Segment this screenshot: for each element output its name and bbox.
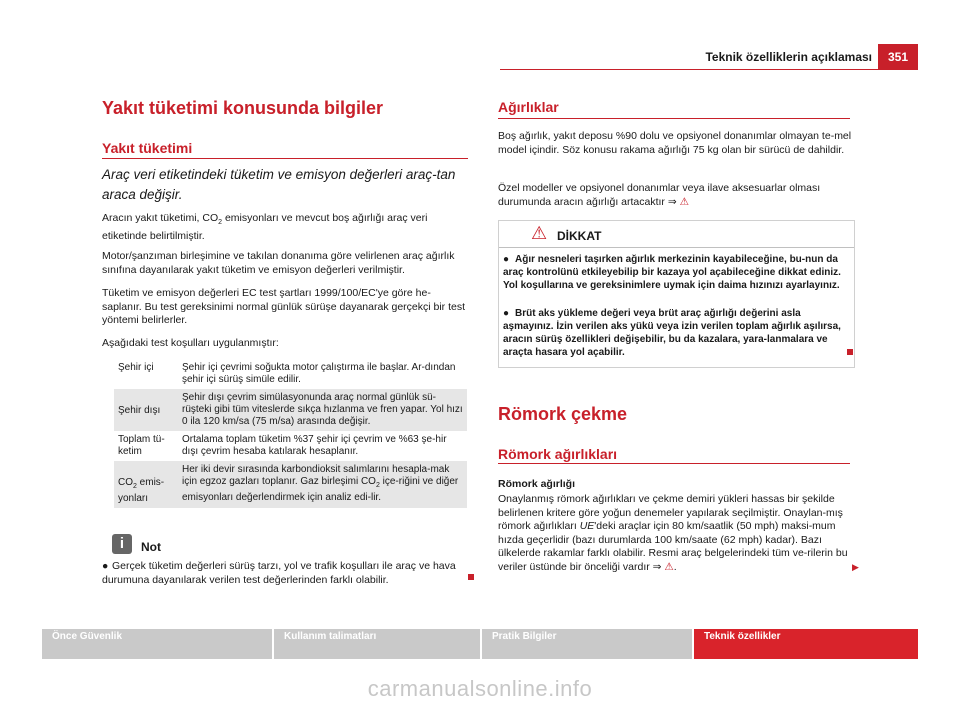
note-text: ● Gerçek tüketim değerleri sürüş tarzı, yol ve trafik koşulları ile araç ve hava durumuna dayanılarak verilen test değerlerinden farklı olabilir. — [102, 560, 456, 586]
paragraph-weight-increase: Özel modeller ve opsiyonel donanımlar veya ilave aksesuarlar olması durumunda aracın ağırlığı artacaktır ⇒ ⚠ — [498, 182, 821, 208]
footer-tab-practical[interactable]: Pratik Bilgiler — [482, 629, 692, 659]
warning-title: DİKKAT — [557, 229, 602, 243]
table-row — [114, 359, 467, 389]
header-rule — [500, 69, 878, 70]
paragraph-applied-conditions: Aşağıdaki test koşulları uygulanmıştır: — [102, 337, 279, 349]
paragraph-test-conditions: Tüketim ve emisyon değerleri EC test şartları 1999/100/EC'ye göre he-saplanır. Bu test gereksinimi normal günlük sürüşe dayanarak gerçekçi bir test yöntemi belirlerler. — [102, 287, 466, 326]
footer-tab-safety[interactable]: Önce Güvenlik — [42, 629, 272, 659]
warning-header — [499, 221, 854, 248]
trailer-weight-label: Römork ağırlığı — [498, 478, 576, 490]
heading-rule — [102, 158, 468, 159]
warning-triangle-icon: ⚠ — [531, 223, 548, 243]
sub-heading-trailer-weights: Römork ağırlıkları — [498, 446, 618, 462]
continue-arrow-icon: ▶ — [852, 562, 859, 572]
table-key: $CO_2$ emis-yonları — [114, 461, 178, 508]
table-key: Şehir dışı — [114, 389, 178, 431]
warning-triangle-icon: ⚠ — [679, 195, 689, 208]
footer-tab-operation[interactable]: Kullanım talimatları — [274, 629, 480, 659]
table-value: Ortalama toplam tüketim %37 şehir içi çevrim ve %63 şe-hir dışı çevrim hesaba katılarak hesaplanır. — [182, 434, 447, 457]
paragraph-trailer-weights: Onaylanmış römork ağırlıkları ve çekme demiri yükleri hassas bir şekilde belirlenen kritere göre yoğun denemeler yapılarak seçilmiştir. Onaylan-mış römork ağırlıkları UE'deki araçlar için 80 km/saatlik (50 mph) maksi-mum hızda geçerlidir (bazı durumlarda 100 km/saate (62 mph) kadar). Bazı ülkelerde rakamlar farklı olabilir. Resmi araç belgelerindeki tüm ve-rilerin bu veriler üstünde bir önceliği vardır ⇒ ⚠. — [498, 493, 848, 573]
warning-triangle-icon: ⚠ — [664, 560, 674, 573]
table-value: Her iki devir sırasında karbondioksit salımlarını hesapla-mak için egzoz gazları toplanır. Gaz birleşimi $CO_2$ içe-riğini ve diğer emisyonları değerlendirmek için analiz edi-lir. — [178, 461, 467, 508]
test-conditions-table — [114, 359, 467, 508]
table-value: Şehir dışı çevrim simülasyonunda araç normal günlük sü-rüşteki gibi tüm viteslerde sıkça hızlanma ve fren yapar. Yol hızı 0 ila 120 km/sa (75 m/sa) arasında değişir. — [178, 389, 467, 431]
table-row — [114, 461, 467, 508]
paragraph-curb-weight: Boş ağırlık, yakıt deposu %90 dolu ve opsiyonel donanımlar olmayan te-mel model içindir. Söz konusu rakama ağırlığı 75 kg olan bir sürücü de dahildir. — [498, 130, 852, 156]
sub-heading-fuel-consumption: Yakıt tüketimi — [102, 140, 193, 156]
table-key: Şehir içi — [118, 362, 154, 373]
paragraph-weight-class: Motor/şanzıman birleşimine ve takılan donanıma göre velirlenen araç ağırlık sınıfına dayanılarak yakıt tüketim ve emisyon değerleri verilmiştir. — [102, 250, 455, 276]
table-row — [114, 389, 467, 431]
note-label: Not — [141, 540, 161, 554]
section-heading-towing: Römork çekme — [498, 404, 628, 424]
table-row — [114, 431, 467, 461]
table-key: Toplam tü-ketim — [118, 434, 165, 457]
intro-text: Araç veri etiketindeki tüketim ve emisyon değerleri araç-tan araca değişir. — [102, 167, 456, 202]
watermark: carmanualsonline.info — [367, 676, 593, 701]
warning-item-1: ● Ağır nesneleri taşırken ağırlık merkezinin kayabileceğine, bu-nun da araç kontrolünü etkileyebilip bir kazaya yol açabileceğine dikkat ediniz. Yol koşullarına ve gereksinimlere uymak için daima hızınızı ayarlayınız. — [503, 254, 841, 291]
section-heading-weights: Ağırlıklar — [498, 99, 559, 115]
warning-item-2: ● Brüt aks yükleme değeri veya brüt araç ağırlığı değerini asla aşmayınız. İzin verilen aks yükü veya izin verilen toplam ağırlık aşılırsa, aracın sürüş özellikleri değişebilir, bu da kazalara, yara-lanmalara ve araçta hasara yol açabilir. — [503, 308, 841, 358]
page-number: 351 — [878, 44, 918, 70]
heading-rule — [498, 463, 850, 464]
running-header-title: Teknik özelliklerin açıklaması — [705, 50, 872, 64]
section-heading-fuel-info: Yakıt tüketimi konusunda bilgiler — [102, 98, 384, 118]
warning-end-mark — [847, 349, 853, 355]
info-icon: i — [112, 534, 132, 554]
heading-rule — [498, 118, 850, 119]
paragraph-co2: Aracın yakıt tüketimi, $CO_2$ emisyonları ve mevcut boş ağırlığı araç veri etiketinde belirtilmiştir. — [102, 212, 428, 242]
table-value: Şehir içi çevrimi soğukta motor çalıştırma ile başlar. Ar-dından şehir içi sürüş simüle edilir. — [182, 362, 456, 385]
section-end-mark — [468, 574, 474, 580]
footer-tab-technical[interactable]: Teknik özellikler — [694, 629, 918, 659]
warning-box — [498, 220, 855, 368]
